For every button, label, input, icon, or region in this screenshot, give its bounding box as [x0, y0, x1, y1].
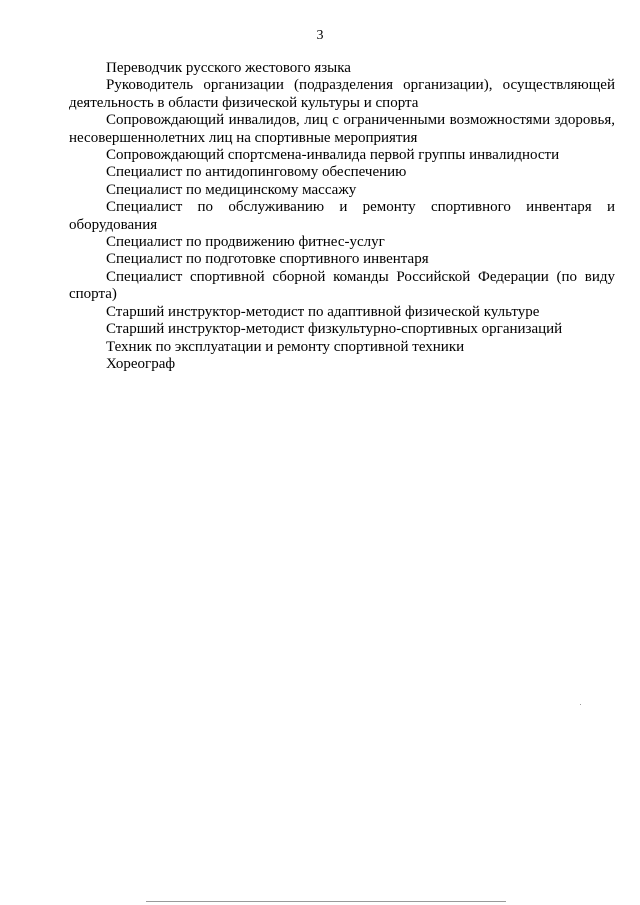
list-item: Переводчик русского жестового языка	[106, 60, 351, 76]
list-item: Сопровождающий инвалидов, лиц с ограниченными возможностями здоровья, несовершеннолетних лиц на спортивные мероприятия	[69, 112, 615, 146]
list-item: Специалист по обслуживанию и ремонту спортивного инвентаря и оборудования	[69, 199, 615, 233]
list-item: Специалист спортивной сборной команды Российской Федерации (по виду спорта)	[69, 268, 615, 303]
scan-speck	[580, 704, 581, 705]
list-item: Руководитель организации (подразделения организации), осуществляющей деятельность в области физической культуры и спорта	[69, 77, 615, 111]
list-item: Сопровождающий спортсмена-инвалида первой группы инвалидности	[106, 147, 560, 164]
list-item: Хореограф	[106, 355, 176, 372]
list-item: Специалист по продвижению фитнес-услуг	[106, 234, 385, 251]
page-number: 3	[316, 28, 324, 43]
list-item: Специалист по медицинскому массажу	[106, 181, 357, 198]
list-item: Старший инструктор-методист физкультурно-спортивных организаций	[106, 321, 563, 338]
list-item: Старший инструктор-методист по адаптивной физической культуре	[106, 303, 540, 320]
list-item: Техник по эксплуатации и ремонту спортивной техники	[106, 338, 465, 355]
profession-list	[69, 60, 615, 373]
scan-edge-line	[146, 901, 506, 902]
list-item: Специалист по подготовке спортивного инвентаря	[106, 251, 429, 268]
list-item: Специалист по антидопинговому обеспечению	[106, 164, 407, 181]
